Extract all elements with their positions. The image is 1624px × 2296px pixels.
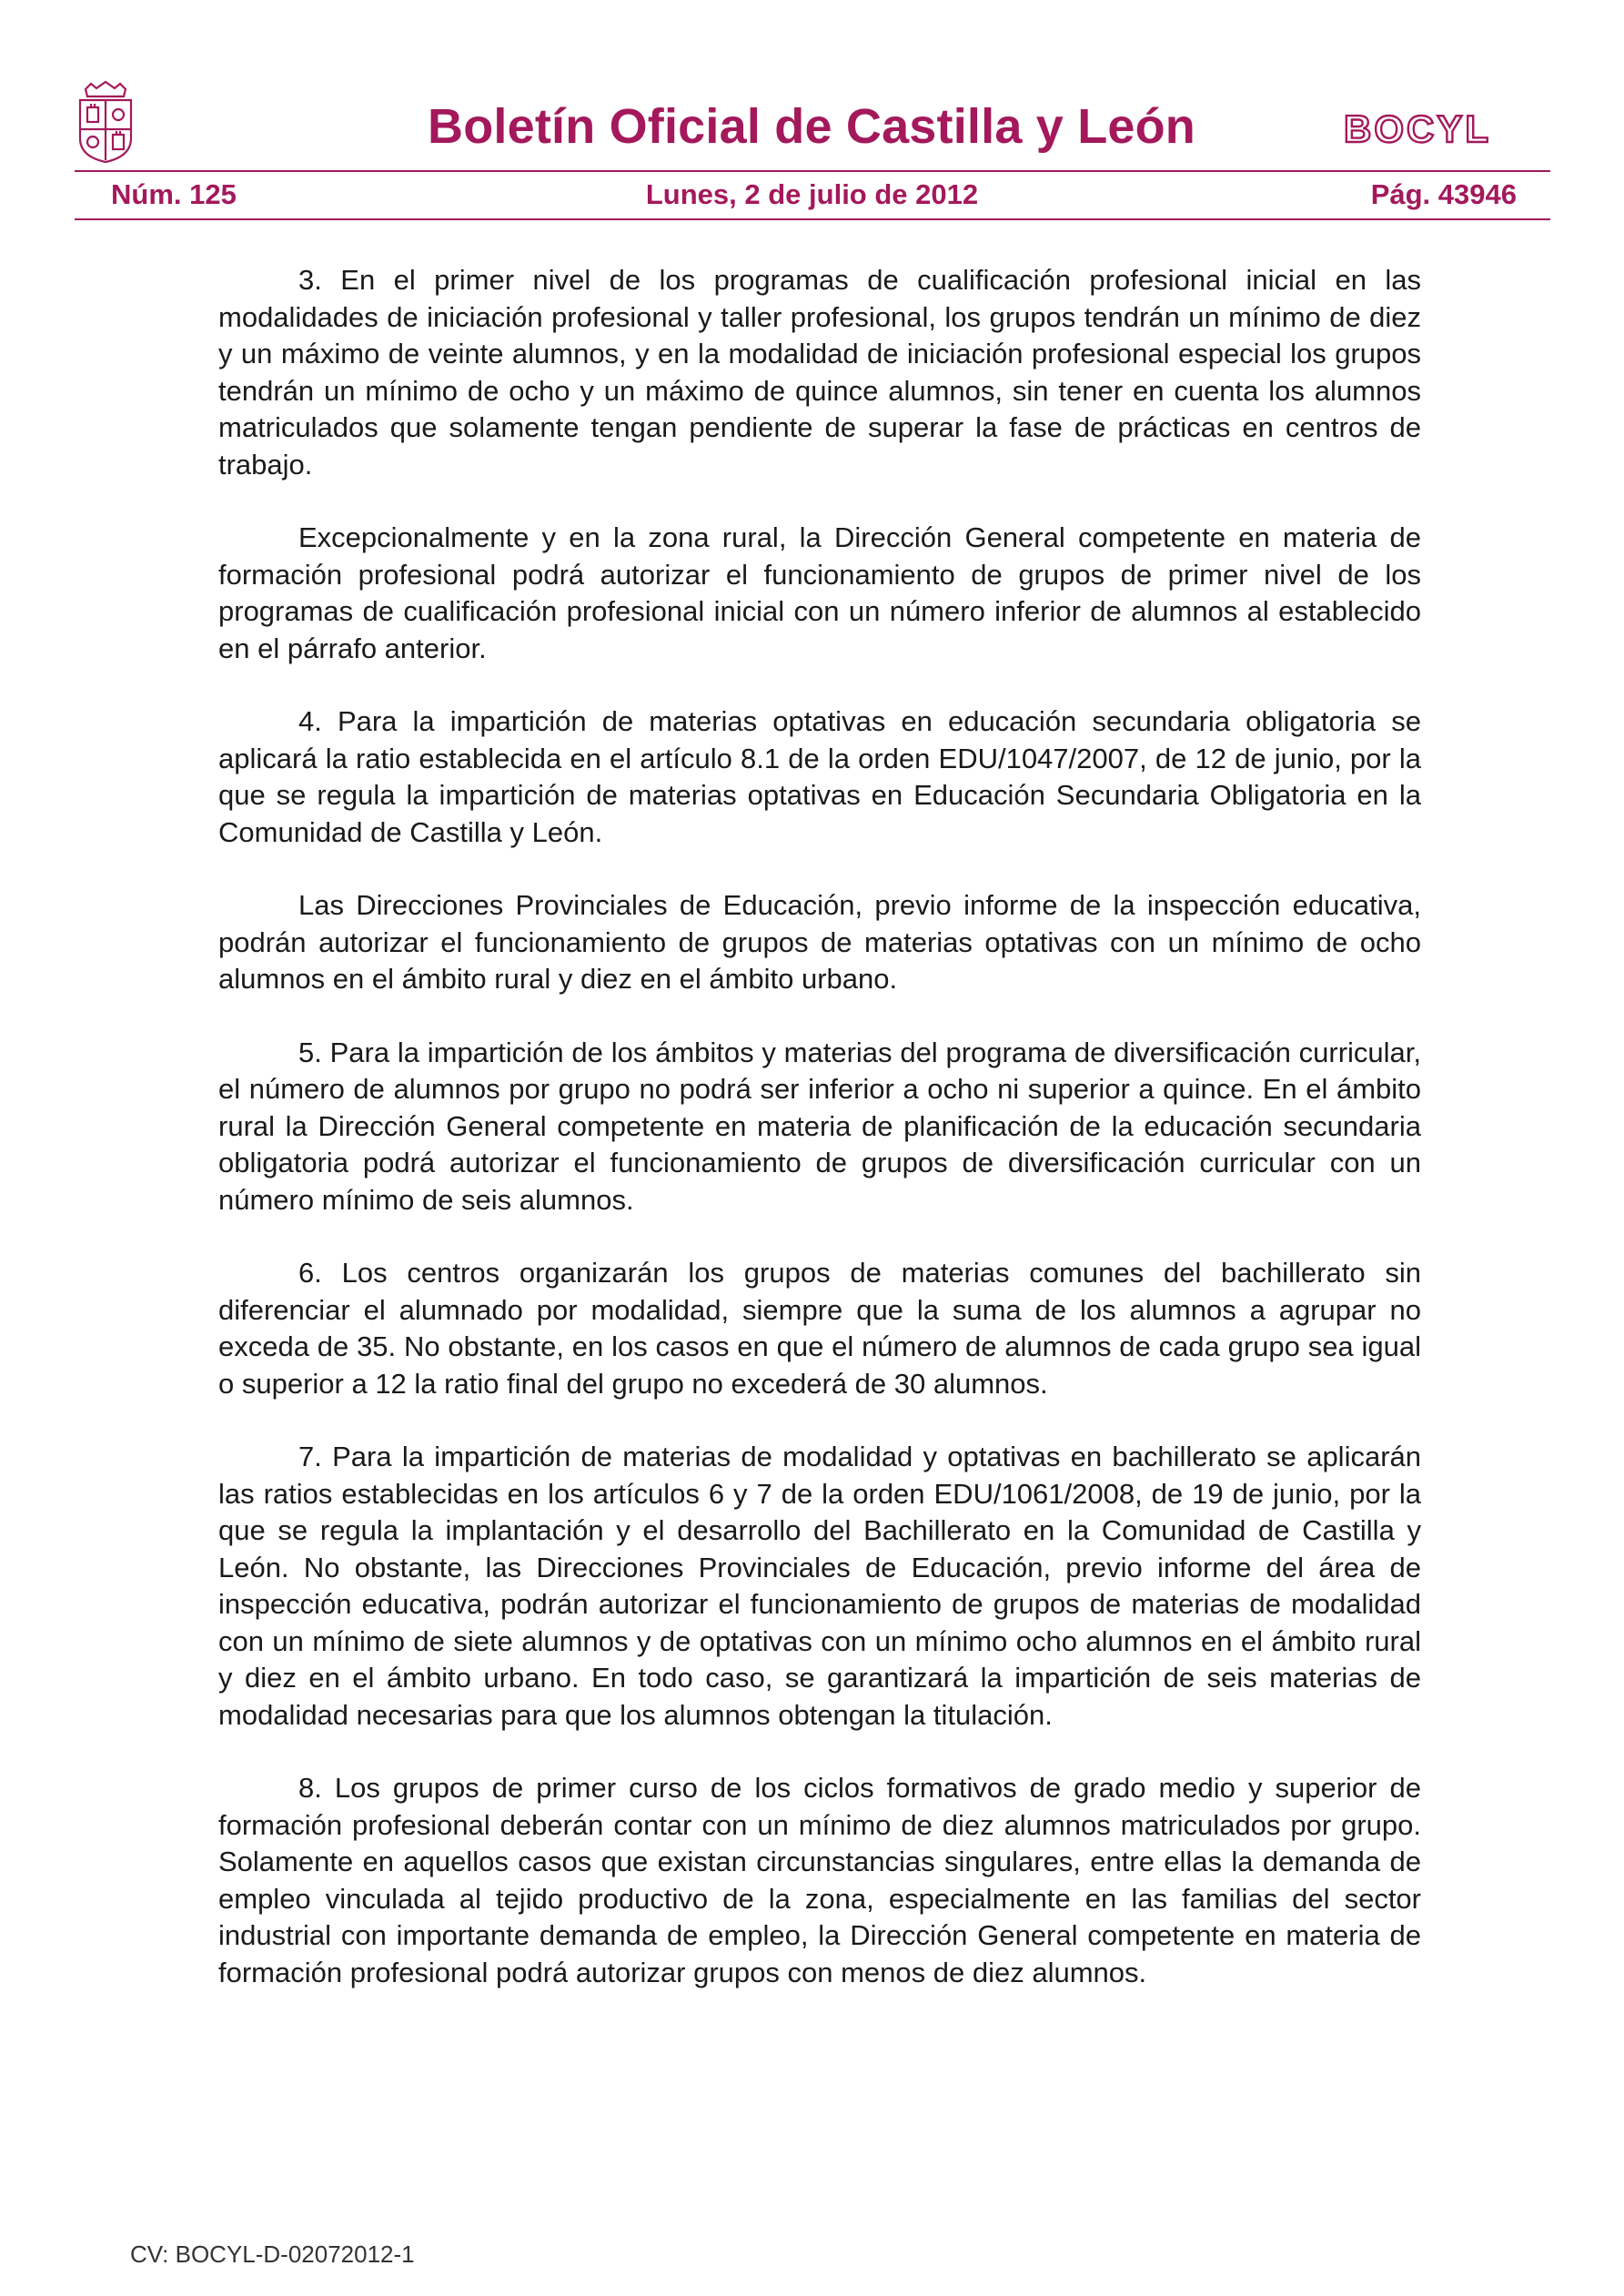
issue-date: Lunes, 2 de julio de 2012 [645,178,979,210]
bulletin-title: Boletín Oficial de Castilla y León [428,99,1195,154]
paragraph-8: 8. Los grupos de primer curso de los ciclos formativos de grado medio y superior de formación profesional deberán contar con un mínimo de diez alumnos matriculados por grupo. Solamente en aquellos casos que existan circunstancias singulares, entre ellas la demanda de empleo vinculada al tejido productivo de la zona, especialmente en las familias del sector industrial con importante demanda de empleo, la Dirección General competente en materia de formación profesional podrá autorizar grupos con menos de diez alumnos. [218,1772,1421,1988]
page-header [0,0,1624,228]
issue-number: Núm. 125 [111,178,237,210]
paragraph-4: 4. Para la impartición de materias optativas en educación secundaria obligatoria se aplicará la ratio establecida en el artículo 8.1 de la orden EDU/1047/2007, de 12 de junio, por la que se regula la impartición de materias optativas en Educación Secundaria Obligatoria en la Comunidad de Castilla y León. [218,705,1421,848]
paragraph-3-exception: Excepcionalmente y en la zona rural, la Dirección General competente en materia de formación profesional podrá autorizar el funcionamiento de grupos de primer nivel de los programas de cualificación profesional inicial con un número inferior de alumnos al establecido en el párrafo anterior. [218,521,1421,664]
coat-of-arms-icon [75,80,136,164]
paragraph-5: 5. Para la impartición de los ámbitos y materias del programa de diversificación curricular, el número de alumnos por grupo no podrá ser inferior a ocho ni superior a quince. En el ámbito rural la Dirección General competente en materia de planificación de la educación secundaria obligatoria podrá autorizar el funcionamiento de grupos de diversificación curricular con un número mínimo de seis alumnos. [218,1036,1421,1216]
document-cv-code: CV: BOCYL-D-02072012-1 [130,2240,415,2268]
paragraph-4-provincial: Las Direcciones Provinciales de Educación, previo informe de la inspección educativa, podrán autorizar el funcionamiento de grupos de materias optativas con un mínimo de ocho alumnos en el ámbito rural y diez en el ámbito urbano. [218,889,1421,995]
document-body [218,262,1421,2028]
paragraph-3: 3. En el primer nivel de los programas de cualificación profesional inicial en las modalidades de iniciación profesional y taller profesional, los grupos tendrán un mínimo de diez y un máximo de veinte alumnos, y en la modalidad de iniciación profesional especial los grupos tendrán un mínimo de ocho y un máximo de quince alumnos, sin tener en cuenta los alumnos matriculados que solamente tengan pendiente de superar la fase de prácticas en centros de trabajo. [218,264,1421,480]
page-number: Pág. 43946 [1370,178,1517,210]
paragraph-7: 7. Para la impartición de materias de modalidad y optativas en bachillerato se aplicarán las ratios establecidas en los artículos 6 y 7 de la orden EDU/1061/2008, de 19 de junio, por la que se regula la implantación y el desarrollo del Bachillerato en la Comunidad de Castilla y León. No obstante, las Direcciones Provinciales de Educación, previo informe del área de inspección educativa, podrán autorizar el funcionamiento de grupos de materias de modalidad con un mínimo de siete alumnos y de optativas con un mínimo ocho alumnos en el ámbito rural y diez en el ámbito urbano. En todo caso, se garantizará la impartición de seis materias de modalidad necesarias para que los alumnos obtengan la titulación. [218,1441,1421,1731]
bocyl-logo-text: BOCYL [1344,107,1491,149]
paragraph-6: 6. Los centros organizarán los grupos de materias comunes del bachillerato sin diferenciar el alumnado por modalidad, siempre que la suma de los alumnos a agrupar no exceda de 35. No obstante, en los casos en que el número de alumnos de cada grupo sea igual o superior a 12 la ratio final del grupo no excederá de 30 alumnos. [218,1257,1421,1400]
header-rule-bottom [75,218,1550,220]
bocyl-logo [1342,107,1515,149]
header-rule-top [75,170,1550,172]
